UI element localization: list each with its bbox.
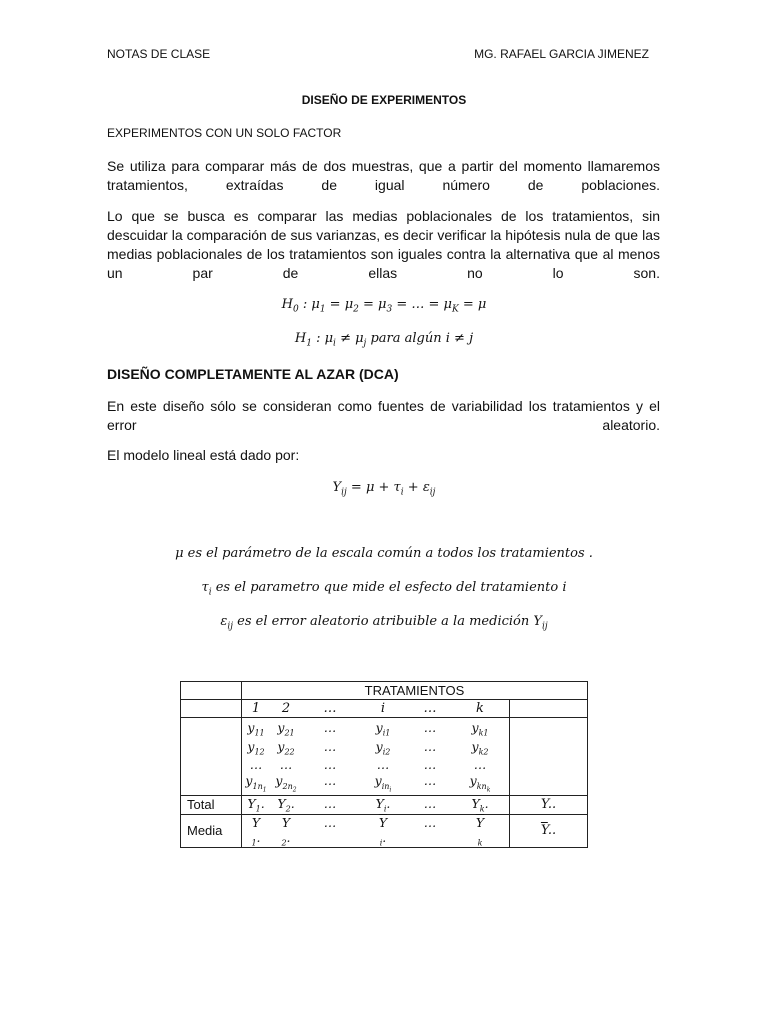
header-left: NOTAS DE CLASE [107,47,211,61]
col-label-i: i [380,701,386,716]
equation-model: $Y_{ij} = \mu + \tau_i + \varepsilon_{ij}$ [332,480,436,498]
col-label-2: 2 [281,701,291,716]
grand-total: Y.. [510,796,588,815]
equation-h0: $H_0$ : $\mu_1 = \mu_2 = \mu_3$ = … = $\mu_K = \mu$ [281,297,487,315]
col-label-k: k [476,701,484,716]
treatments-table [180,681,588,848]
media-label: Media [181,814,242,848]
definition-epsilon: $\varepsilon_{ij}$ es el error aleatorio atribuible a la medición $Y_{ij}$ [220,614,548,632]
total-row: Total $Y_1$. $Y_2$. … $Y_i$. … $Y_k$. Y.. [181,796,588,815]
equation-h1: $H_1$ : $\mu_i \ne \mu_j$ para algún i ≠ j [294,331,474,349]
section-subtitle: EXPERIMENTOS CON UN SOLO FACTOR [107,126,342,140]
table-header-row [181,682,588,700]
treatments-header: TRATAMIENTOS [242,682,588,700]
header-right: MG. RAFAEL GARCIA JIMENEZ [474,47,649,61]
col-label-3: … [323,701,337,716]
paragraph-4: El modelo lineal está dado por: [107,447,300,463]
paragraph-1: Se utiliza para comparar más de dos muestras, que a partir del momento llamaremos tratamientos, extraídas de igual número de poblaciones. [107,158,660,193]
grand-mean: $\overline{Y}$.. [510,814,588,848]
document-title: DISEÑO DE EXPERIMENTOS [301,93,467,107]
col-label-5: … [423,701,437,716]
section-heading: DISEÑO COMPLETAMENTE AL AZAR (DCA) [107,366,399,382]
paragraph-2: Lo que se busca es comparar las medias poblacionales de los tratamientos, sin descuidar la comparación de sus varianzas, es decir verificar la hipótesis nula de que las medias poblacionales de los tratamientos son iguales contra la alternativa que al menos un par de ellas no lo son. [107,208,660,281]
definition-mu: μ es el parámetro de la escala común a todos los tratamientos . [175,546,593,561]
total-label: Total [181,796,242,815]
definition-tau: $\tau_i$ es el parametro que mide el esfecto del tratamiento i [201,580,567,598]
paragraph-3: En este diseño sólo se consideran como fuentes de variabilidad los tratamientos y el error aleatorio. [107,398,660,433]
observations-row: $y_{11}$ $y_{21}$ … $y_{i1}$ … $y_{k1}$ $y_{12}$ $y_{22}$ … $y_{i2}$ … $y_{k2}$ … … … … … … $y_{1n_1}$ $y_{2n_2}$ … $y_{in_i}$ … $y_{kn_k}$ [181,718,588,796]
column-labels-row [181,700,588,718]
media-row: Media $\overline{Y}$ $_1$. $\overline{Y}$ $_2$. … $\overline{Y}$ $_i$. … $\overline{Y}$ $_k$ $\overline{Y}$.. [181,814,588,848]
col-label-1: 1 [251,701,261,716]
